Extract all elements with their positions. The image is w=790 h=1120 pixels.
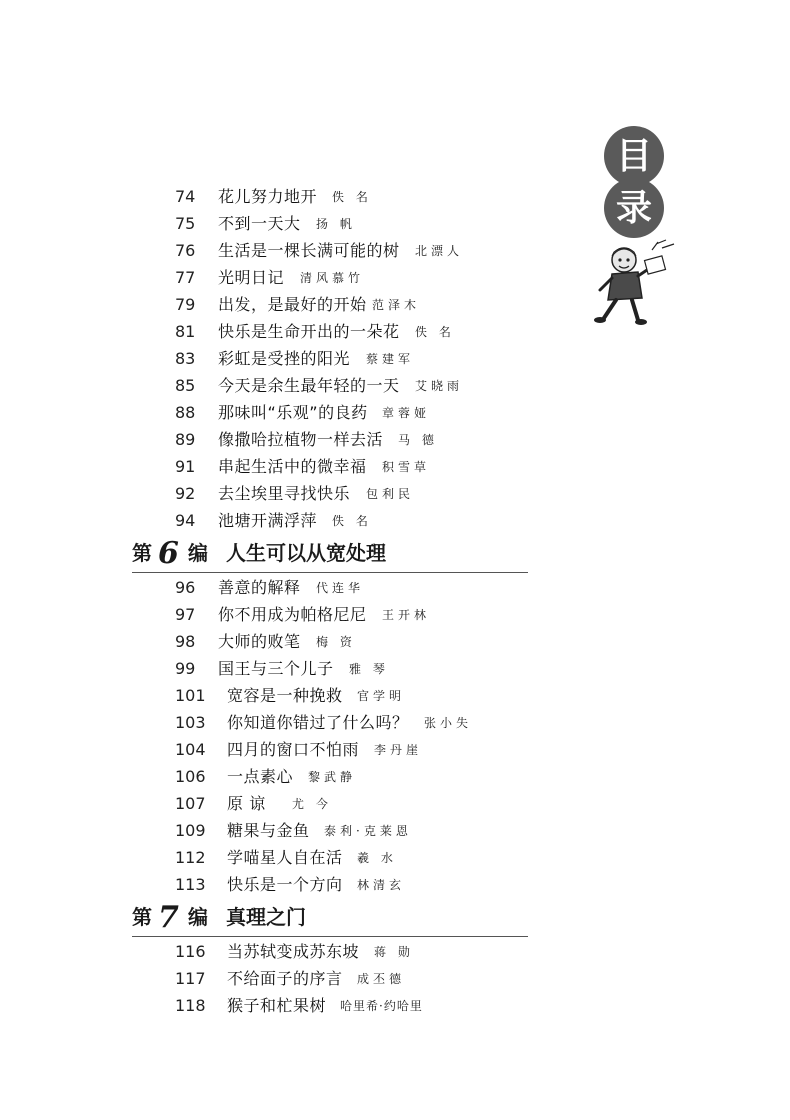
badge-char-1: 目 (604, 126, 664, 186)
page-number: 109 (175, 821, 206, 840)
entry-title: 四月的窗口不怕雨 (227, 740, 360, 759)
entry-author: 梅 资 (316, 635, 356, 649)
entry-title: 池塘开满浮萍 (218, 511, 318, 530)
page-number: 104 (175, 740, 206, 759)
entry-author: 张小失 (424, 716, 473, 730)
page-number: 79 (175, 295, 196, 314)
entry-title: 彩虹是受挫的阳光 (218, 349, 351, 368)
entry-author: 包利民 (366, 487, 415, 501)
entry-author: 范泽木 (372, 298, 421, 312)
entry-title: 一点素心 (227, 767, 294, 786)
page-number: 92 (175, 484, 196, 503)
entry-title: 当苏轼变成苏东坡 (227, 942, 360, 961)
entry-author: 羲 水 (357, 851, 397, 865)
entry-author: 蔡建军 (366, 352, 415, 366)
entry-author: 清风慕竹 (300, 271, 365, 285)
section-title: 人生可以从宽处理 (226, 541, 386, 565)
entry-author: 佚 名 (332, 514, 372, 528)
page-number: 77 (175, 268, 196, 287)
entry-title: 像撒哈拉植物一样去活 (218, 430, 384, 449)
entry-title: 学喵星人自在活 (227, 848, 343, 867)
entry-title: 生活是一棵长满可能的树 (218, 241, 400, 260)
entry-author: 成丕德 (357, 972, 406, 986)
entry-title: 你知道你错过了什么吗？ (227, 713, 409, 732)
page-number: 97 (175, 605, 196, 624)
entry-author: 北漂人 (415, 244, 464, 258)
entry-title: 今天是余生最年轻的一天 (218, 376, 400, 395)
page-number: 91 (175, 457, 196, 476)
entry-author: 林清玄 (357, 878, 406, 892)
entry-title: 不到一天大 (218, 214, 301, 233)
entry-title: 去尘埃里寻找快乐 (218, 484, 351, 503)
entry-author: 佚 名 (332, 190, 372, 204)
entry-author: 积雪草 (382, 460, 431, 474)
page-number: 88 (175, 403, 196, 422)
badge-char-2: 录 (604, 178, 664, 238)
page-number: 117 (175, 969, 206, 988)
entry-title: 宽容是一种挽救 (227, 686, 343, 705)
page-number: 99 (175, 659, 196, 678)
section-prefix: 第 (132, 541, 152, 565)
entry-author: 哈里希·约哈里 (340, 999, 423, 1013)
section-number: 7 (158, 900, 179, 935)
page-number: 112 (175, 848, 206, 867)
section-suffix: 编 (188, 541, 208, 565)
section-number: 6 (158, 536, 179, 571)
entry-author: 王开林 (382, 608, 431, 622)
page-number: 98 (175, 632, 196, 651)
page-number: 106 (175, 767, 206, 786)
page-number: 76 (175, 241, 196, 260)
entry-title: 猴子和杧果树 (227, 996, 327, 1015)
entry-author: 泰利·克莱恩 (324, 824, 412, 838)
page-number: 74 (175, 187, 196, 206)
page-number: 103 (175, 713, 206, 732)
entry-author: 黎武静 (308, 770, 357, 784)
entry-title: 糖果与金鱼 (227, 821, 310, 840)
page-number: 83 (175, 349, 196, 368)
page-number: 116 (175, 942, 206, 961)
entry-title: 大师的败笔 (218, 632, 301, 651)
page-number: 85 (175, 376, 196, 395)
entry-author: 马 德 (398, 433, 438, 447)
entry-title: 国王与三个儿子 (218, 659, 334, 678)
page-number: 81 (175, 322, 196, 341)
page-number: 118 (175, 996, 206, 1015)
entry-author: 扬 帆 (316, 217, 356, 231)
page-number: 75 (175, 214, 196, 233)
section-heading-6[interactable] (132, 532, 528, 573)
entry-author: 代连华 (316, 581, 365, 595)
entry-title: 光明日记 (218, 268, 285, 287)
entry-title: 原 谅 (227, 794, 266, 813)
entry-title: 不给面子的序言 (227, 969, 343, 988)
entry-title: 出发，是最好的开始 (218, 295, 367, 314)
entry-author: 官学明 (357, 689, 406, 703)
entry-title: 快乐是生命开出的一朵花 (218, 322, 400, 341)
page-number: 101 (175, 686, 206, 705)
entry-author: 章蓉娅 (382, 406, 431, 420)
page-number: 96 (175, 578, 196, 597)
section-title: 真理之门 (226, 905, 306, 929)
page-number: 94 (175, 511, 196, 530)
section-prefix: 第 (132, 905, 152, 929)
entry-author: 佚 名 (415, 325, 455, 339)
entry-title: 快乐是一个方向 (227, 875, 343, 894)
entry-author: 尤 今 (292, 797, 332, 811)
entry-author: 蒋 勋 (374, 945, 414, 959)
page-number: 113 (175, 875, 206, 894)
page-number: 107 (175, 794, 206, 813)
entry-title: 那味叫“乐观”的良药 (218, 403, 368, 422)
entry-author: 艾晓雨 (415, 379, 464, 393)
entry-title: 串起生活中的微幸福 (218, 457, 367, 476)
section-heading-7[interactable] (132, 896, 528, 937)
page-number: 89 (175, 430, 196, 449)
entry-title: 花儿努力地开 (218, 187, 318, 206)
section-suffix: 编 (188, 905, 208, 929)
entry-title: 善意的解释 (218, 578, 301, 597)
entry-author: 雅 琴 (349, 662, 389, 676)
entry-title: 你不用成为帕格尼尼 (218, 605, 367, 624)
entry-author: 李丹崖 (374, 743, 423, 757)
